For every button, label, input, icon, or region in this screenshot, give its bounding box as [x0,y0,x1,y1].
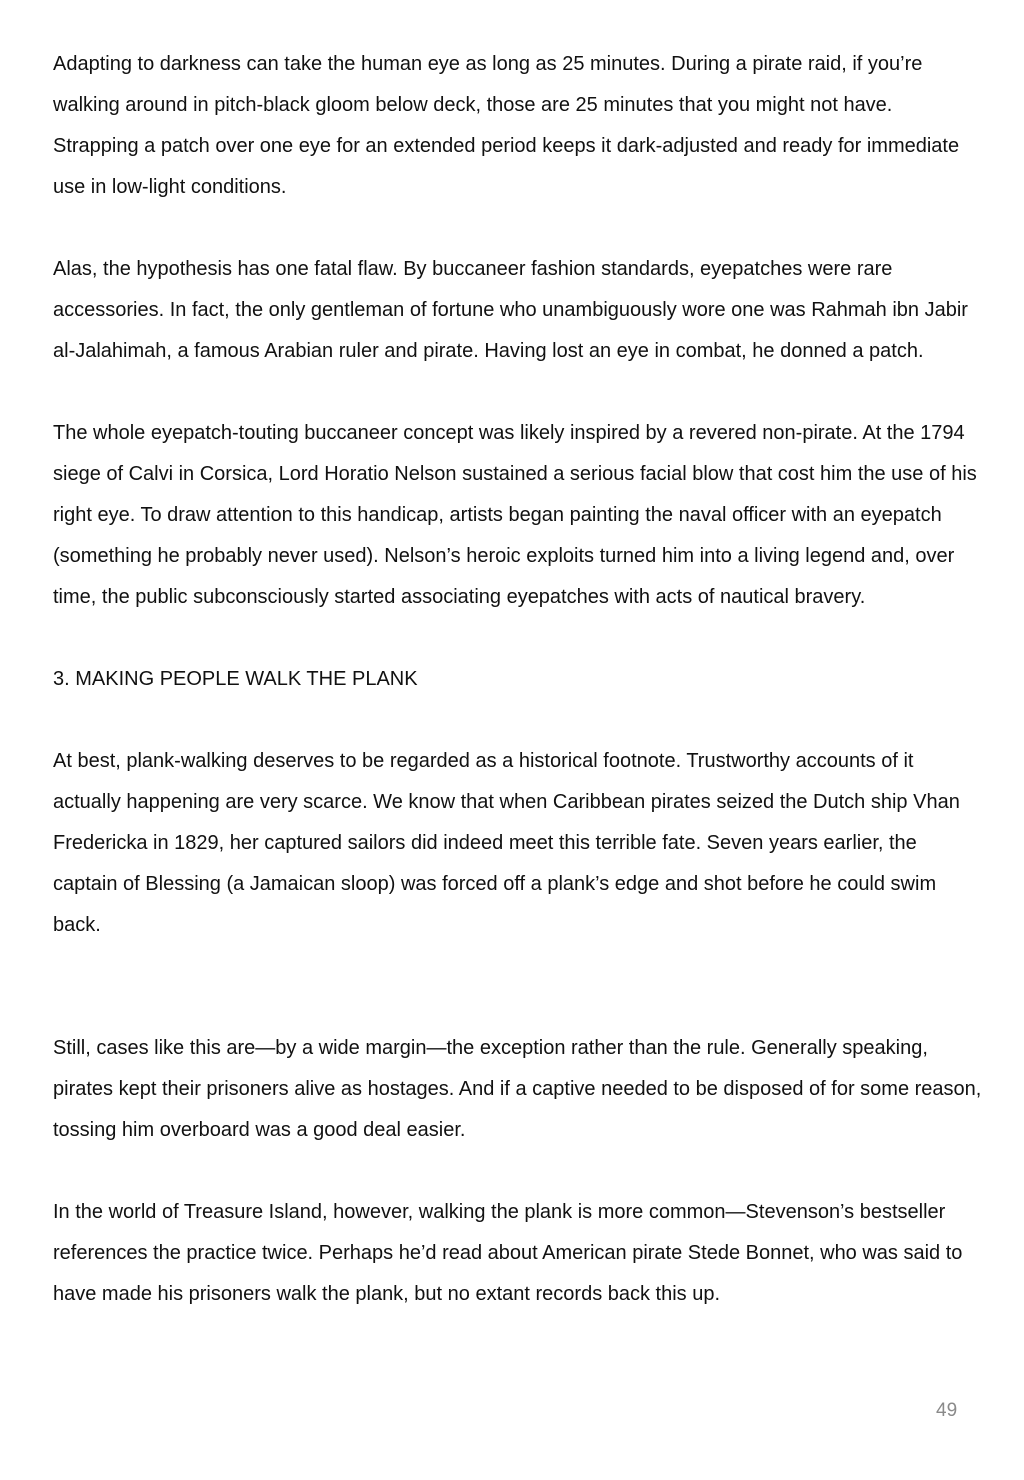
paragraph-plank-walking: At best, plank-walking deserves to be regarded as a historical footnote. Trustworthy accounts of it actually happening are very scarce. We know that when Caribbean pirates seized the Dutch ship Vhan Fredericka in 1829, her captured sailors did indeed meet this terrible fate. Seven years earlier, the captain of Blessing (a Jamaican sloop) was forced off a plank’s edge and shot before he could swim back. [53,750,960,936]
paragraph-treasure-island: In the world of Treasure Island, however, walking the plank is more common—Stevenson’s bestseller references the practice twice. Perhaps he’d read about American pirate Stede Bonnet, who was said to have made his prisoners walk the plank, but no extant records back this up. [53,1201,963,1305]
section-heading-walk-the-plank: 3. MAKING PEOPLE WALK THE PLANK [53,668,418,690]
page-number: 49 [936,1400,958,1421]
paragraph-hypothesis-flaw: Alas, the hypothesis has one fatal flaw. By buccaneer fashion standards, eyepatches were rare accessories. In fact, the only gentleman of fortune who unambiguously wore one was Rahmah ibn Jabir al-Jalahimah, a famous Arabian ruler and pirate. Having lost an eye in combat, he donned a patch. [53,258,968,362]
paragraph-exceptions: Still, cases like this are—by a wide margin—the exception rather than the rule. Generally speaking, pirates kept their prisoners alive as hostages. And if a captive needed to be disposed of for some reason, tossing him overboard was a good deal easier. [53,1037,982,1141]
page-body [53,44,983,1315]
paragraph-nelson: The whole eyepatch-touting buccaneer concept was likely inspired by a revered non-pirate. At the 1794 siege of Calvi in Corsica, Lord Horatio Nelson sustained a serious facial blow that cost him the use of his right eye. To draw attention to this handicap, artists began painting the naval officer with an eyepatch (something he probably never used). Nelson’s heroic exploits turned him into a living legend and, over time, the public subconsciously started associating eyepatches with acts of nautical bravery. [53,422,977,608]
paragraph-eye-adaptation: Adapting to darkness can take the human eye as long as 25 minutes. During a pirate raid, if you’re walking around in pitch-black gloom below deck, those are 25 minutes that you might not have. Strapping a patch over one eye for an extended period keeps it dark-adjusted and ready for immediate use in low-light conditions. [53,53,960,198]
